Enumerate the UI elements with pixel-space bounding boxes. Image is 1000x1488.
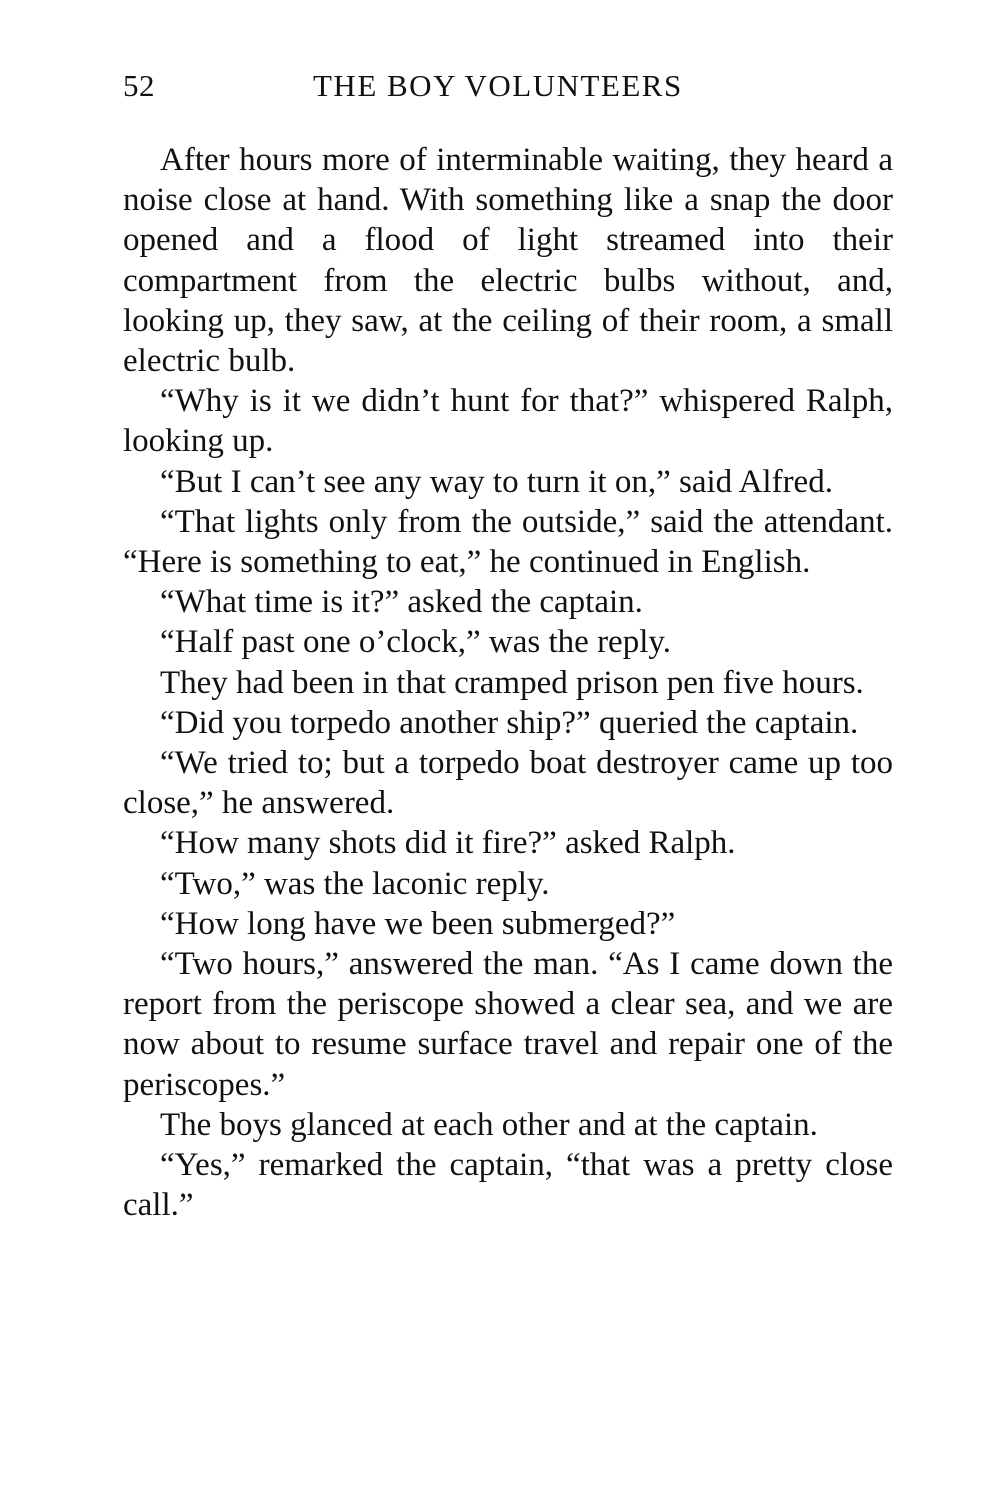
page-header <box>123 68 893 112</box>
paragraph: “Half past one o’clock,” was the reply. <box>160 624 671 661</box>
paragraph: “Why is it we didn’t hunt for that?” whispered Ralph, looking up. <box>123 383 893 460</box>
body-text <box>123 140 893 1225</box>
paragraph: “How long have we been submerged?” <box>160 905 676 942</box>
paragraph: “Two,” was the laconic reply. <box>160 865 550 902</box>
paragraph: “What time is it?” asked the captain. <box>160 584 643 621</box>
paragraph: “How many shots did it fire?” asked Ralph. <box>160 825 736 862</box>
paragraph: The boys glanced at each other and at the captain. <box>160 1106 818 1143</box>
paragraph: “Yes,” remarked the captain, “that was a pretty close call.” <box>123 1147 893 1224</box>
running-title: THE BOY VOLUNTEERS <box>313 68 683 103</box>
paragraph: “Did you torpedo another ship?” queried the captain. <box>160 704 859 741</box>
paragraph: They had been in that cramped prison pen five hours. <box>160 664 864 701</box>
paragraph: “That lights only from the outside,” said the attendant. “Here is something to eat,” he continued in English. <box>123 503 893 581</box>
paragraph: “Two hours,” answered the man. “As I came down the report from the periscope showed a clear sea, and we are now about to resume surface travel and repair one of the periscopes.” <box>123 946 893 1103</box>
paragraph: After hours more of interminable waiting, they heard a noise close at hand. With something like a snap the door opened and a flood of light streamed into their compartment from the electric bulbs without, and, looking up, they saw, at the ceiling of their room, a small electric bulb. <box>123 142 893 380</box>
paragraph: “But I can’t see any way to turn it on,” said Alfred. <box>160 463 833 500</box>
page-number: 52 <box>123 68 155 103</box>
paragraph: “We tried to; but a torpedo boat destroyer came up too close,” he answered. <box>123 745 893 822</box>
